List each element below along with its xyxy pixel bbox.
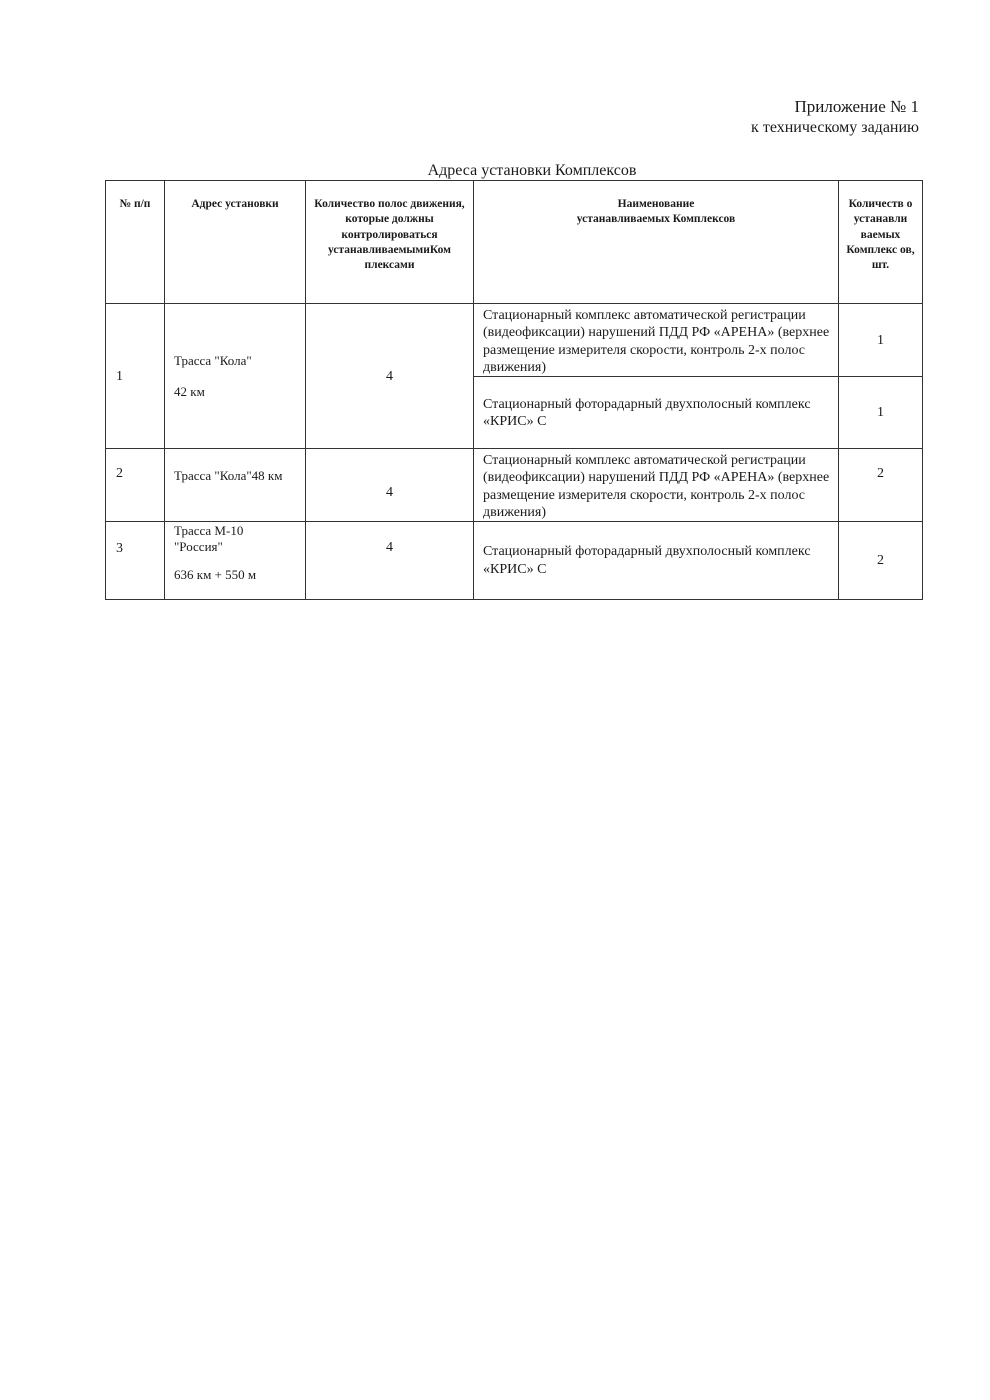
row-quantity: 2 — [839, 449, 923, 522]
table-row — [106, 522, 923, 600]
header-lanes: Количество полос движения, которые должны контролироваться устанавливаемымиКом плексами — [306, 181, 474, 304]
complexes-table — [105, 180, 923, 600]
header-complex-name-line1: Наименование — [617, 198, 695, 210]
row-complex-name: Стационарный фоторадарный двухполосный комплекс «КРИС» С — [474, 522, 839, 600]
row-num: 1 — [106, 304, 165, 449]
header-num: № п/п — [106, 181, 165, 304]
row-num: 3 — [106, 522, 165, 600]
table-row — [106, 304, 923, 377]
row-num: 2 — [106, 449, 165, 522]
row-address-line1: Трасса "Кола" — [174, 353, 252, 369]
row-address-line1: Трасса "Кола"48 км — [174, 468, 283, 484]
table-row — [106, 449, 923, 522]
table-header-row — [106, 181, 923, 304]
row-lanes: 4 — [306, 449, 474, 522]
row-lanes: 4 — [306, 304, 474, 449]
row-address — [165, 449, 306, 522]
header-quantity: Количеств о устанавли ваемых Комплекс ов, шт. — [839, 181, 923, 304]
table-title: Адреса установки Комплексов — [427, 162, 637, 179]
row-address-line1b: "Россия" — [174, 539, 223, 555]
row-address — [165, 522, 306, 600]
row-quantity: 1 — [839, 377, 923, 449]
appendix-number: Приложение № 1 — [794, 97, 919, 116]
appendix-reference: к техническому заданию — [751, 119, 919, 136]
row-quantity: 1 — [839, 304, 923, 377]
row-quantity: 2 — [839, 522, 923, 600]
row-lanes: 4 — [306, 522, 474, 600]
row-address-line2: 42 км — [174, 384, 205, 400]
header-complex-name — [474, 181, 839, 304]
row-address-line2: 636 км + 550 м — [174, 567, 257, 583]
row-address-line1: Трасса М-10 — [174, 523, 244, 539]
row-complex-name: Стационарный комплекс автоматической регистрации (видеофиксации) нарушений ПДД РФ «АРЕНА» (верхнее размещение измерителя скорости, контроль 2-х полос движения) — [474, 304, 839, 377]
header-complex-name-line2: устанавливаемых Комплексов — [576, 213, 736, 226]
row-complex-name: Стационарный фоторадарный двухполосный комплекс «КРИС» С — [474, 377, 839, 449]
row-address — [165, 304, 306, 449]
header-address: Адрес установки — [165, 181, 306, 304]
appendix-header — [751, 96, 919, 138]
row-complex-name: Стационарный комплекс автоматической регистрации (видеофиксации) нарушений ПДД РФ «АРЕНА» (верхнее размещение измерителя скорости, контроль 2-х полос движения) — [474, 449, 839, 522]
